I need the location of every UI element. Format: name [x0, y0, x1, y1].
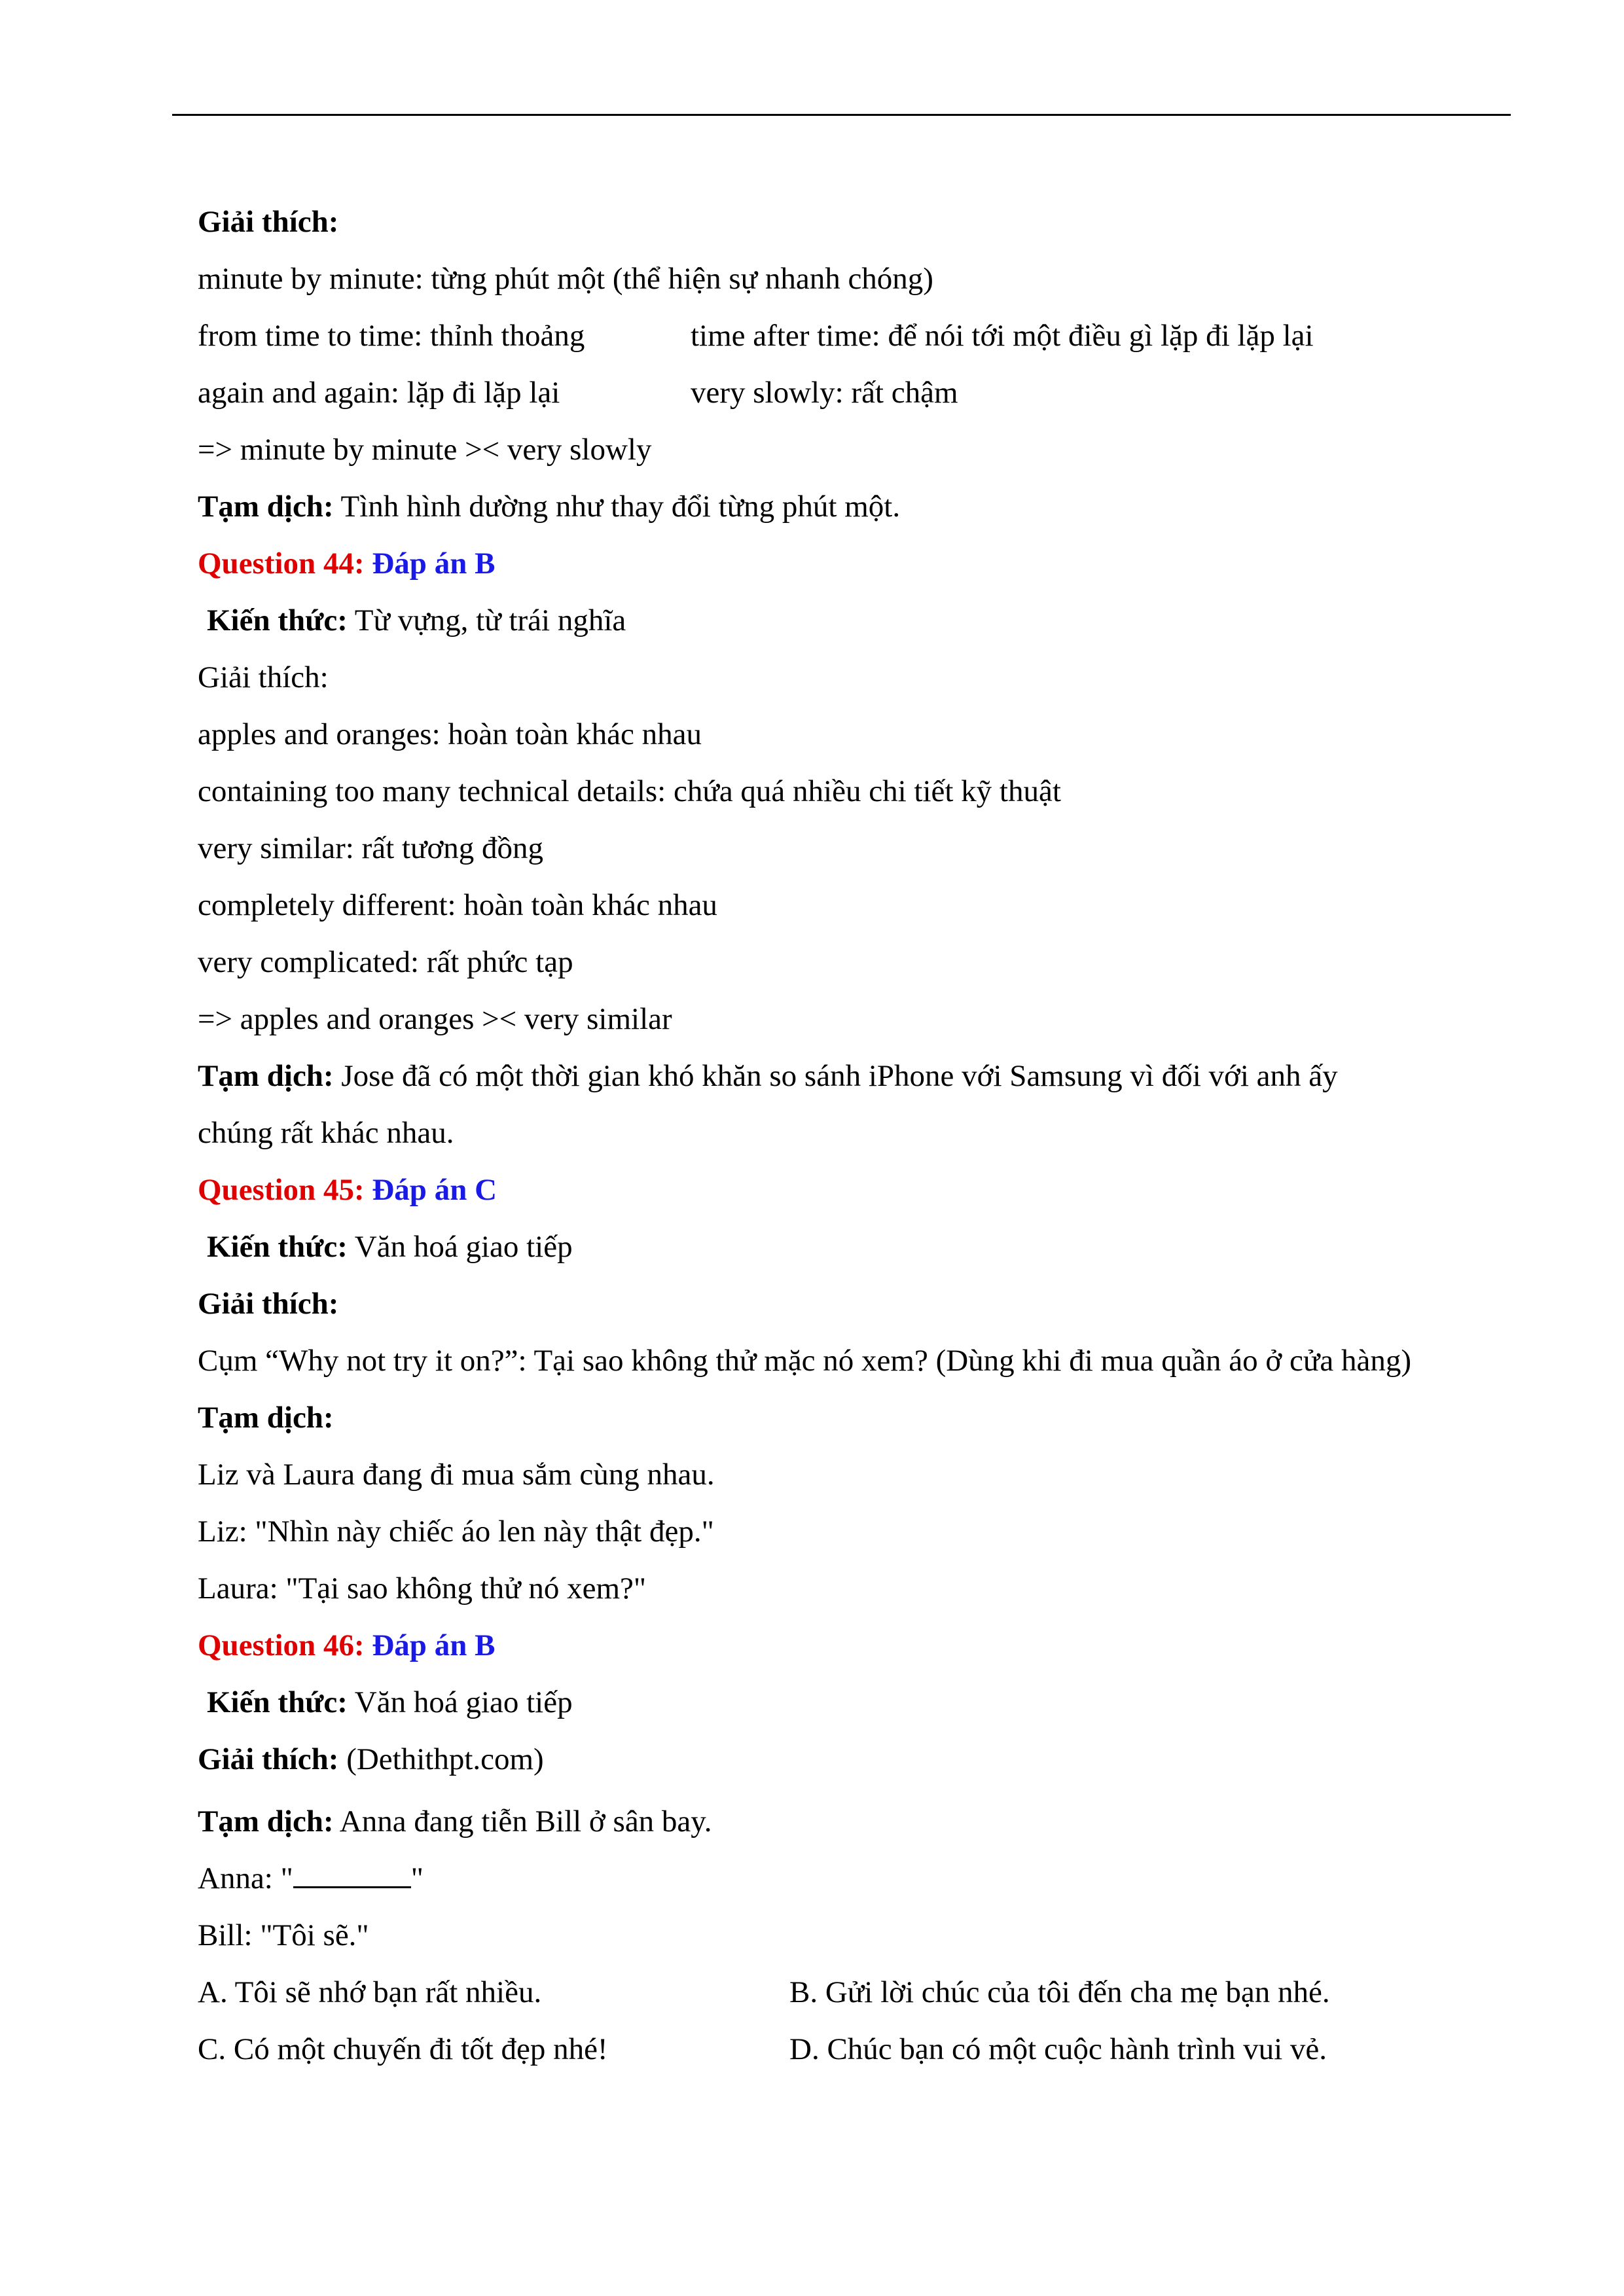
- q45-question-label: Question 45:: [198, 1173, 365, 1207]
- q43-translation-text: Tình hình dường như thay đổi từng phút một.: [333, 490, 901, 524]
- q46-knowledge-text: Văn hoá giao tiếp: [347, 1685, 573, 1719]
- q44-explain-line-4: completely different: hoàn toàn khác nhau: [198, 888, 717, 922]
- q45-translation-label: Tạm dịch:: [198, 1401, 334, 1435]
- q44-explain-line-3: very similar: rất tương đồng: [198, 831, 544, 865]
- q44-translation: [198, 1048, 1533, 1105]
- q46-translation: [198, 1793, 1533, 1850]
- q46-translation-text: Anna đang tiễn Bill ở sân bay.: [333, 1804, 712, 1839]
- q44-explain-line-1: apples and oranges: hoàn toàn khác nhau: [198, 717, 702, 751]
- document-body: [198, 194, 1533, 2078]
- q46-options-row-2: [198, 2021, 1533, 2078]
- q46-explain: [198, 1731, 1533, 1788]
- q45-answer-label: Đáp án C: [364, 1173, 497, 1207]
- q46-question-label: Question 46:: [198, 1628, 365, 1662]
- q44-translation-label: Tạm dịch:: [198, 1059, 334, 1093]
- q45-heading: [198, 1162, 1533, 1219]
- q46-anna-prefix: Anna: ": [198, 1861, 293, 1895]
- q44-explain-line-6: => apples and oranges >< very similar: [198, 1002, 672, 1036]
- q44-explain-heading: Giải thích:: [198, 660, 329, 694]
- q46-answer-label: Đáp án B: [364, 1628, 496, 1662]
- q46-heading: [198, 1617, 1533, 1674]
- q44-knowledge: [198, 592, 1533, 649]
- q46-option-b: B. Gửi lời chúc của tôi đến cha mẹ bạn nhé.: [789, 1975, 1330, 2009]
- q43-explain-line-1: minute by minute: từng phút một (thể hiện sự nhanh chóng): [198, 262, 933, 296]
- q46-option-d: D. Chúc bạn có một cuộc hành trình vui vẻ.: [789, 2032, 1327, 2066]
- q45-dialogue-line-1: Liz và Laura đang đi mua sắm cùng nhau.: [198, 1458, 715, 1492]
- q46-explain-text: (Dethithpt.com): [338, 1742, 544, 1776]
- q43-translation: [198, 478, 1533, 535]
- q43-row3-left: again and again: lặp đi lặp lại: [198, 376, 560, 410]
- q43-row2-right: time after time: để nói tới một điều gì lặp đi lặp lại: [691, 319, 1314, 353]
- q44-knowledge-text: Từ vựng, từ trái nghĩa: [347, 603, 626, 637]
- q45-knowledge-label: Kiến thức:: [207, 1230, 348, 1264]
- q46-knowledge-label: Kiến thức:: [207, 1685, 348, 1719]
- q46-anna-line: [198, 1850, 1533, 1907]
- q46-bill-line: Bill: "Tôi sẽ.": [198, 1918, 369, 1952]
- q44-question-label: Question 44:: [198, 547, 365, 581]
- q43-explain-row-2: [198, 308, 1533, 365]
- q43-row3-right: very slowly: rất chậm: [691, 376, 958, 410]
- q46-translation-label: Tạm dịch:: [198, 1804, 334, 1839]
- q46-anna-suffix: ": [410, 1861, 424, 1895]
- q44-translation-text: Jose đã có một thời gian khó khăn so sánh iPhone với Samsung vì đối với anh ấy: [333, 1059, 1338, 1093]
- q44-explain-line-2: containing too many technical details: chứa quá nhiều chi tiết kỹ thuật: [198, 774, 1061, 808]
- q44-knowledge-label: Kiến thức:: [207, 603, 348, 637]
- q46-knowledge: [198, 1674, 1533, 1731]
- q43-explain-heading: Giải thích:: [198, 205, 339, 239]
- q45-explain-heading: Giải thích:: [198, 1287, 339, 1321]
- header-rule: [172, 114, 1511, 116]
- q45-dialogue-line-3: Laura: "Tại sao không thử nó xem?": [198, 1571, 647, 1605]
- q43-explain-row-3: [198, 365, 1533, 422]
- q44-translation-cont: chúng rất khác nhau.: [198, 1116, 454, 1150]
- q46-options-row-1: [198, 1964, 1533, 2021]
- q43-arrow-line: => minute by minute >< very slowly: [198, 433, 652, 467]
- q46-answer-blank: [293, 1860, 411, 1888]
- q45-dialogue-line-2: Liz: "Nhìn này chiếc áo len này thật đẹp.": [198, 1515, 714, 1549]
- q45-explain-text: Cụm “Why not try it on?”: Tại sao không thử mặc nó xem? (Dùng khi đi mua quần áo ở cửa hàng): [198, 1344, 1411, 1378]
- q46-option-a: A. Tôi sẽ nhớ bạn rất nhiều.: [198, 1975, 542, 2009]
- q46-explain-heading: Giải thích:: [198, 1742, 339, 1776]
- q43-row2-left: from time to time: thỉnh thoảng: [198, 319, 585, 353]
- q46-option-c: C. Có một chuyến đi tốt đẹp nhé!: [198, 2032, 608, 2066]
- q44-explain-line-5: very complicated: rất phức tạp: [198, 945, 573, 979]
- q45-knowledge-text: Văn hoá giao tiếp: [347, 1230, 573, 1264]
- q45-knowledge: [198, 1219, 1533, 1276]
- q44-heading: [198, 535, 1533, 592]
- q43-translation-label: Tạm dịch:: [198, 490, 334, 524]
- q44-answer-label: Đáp án B: [364, 547, 496, 581]
